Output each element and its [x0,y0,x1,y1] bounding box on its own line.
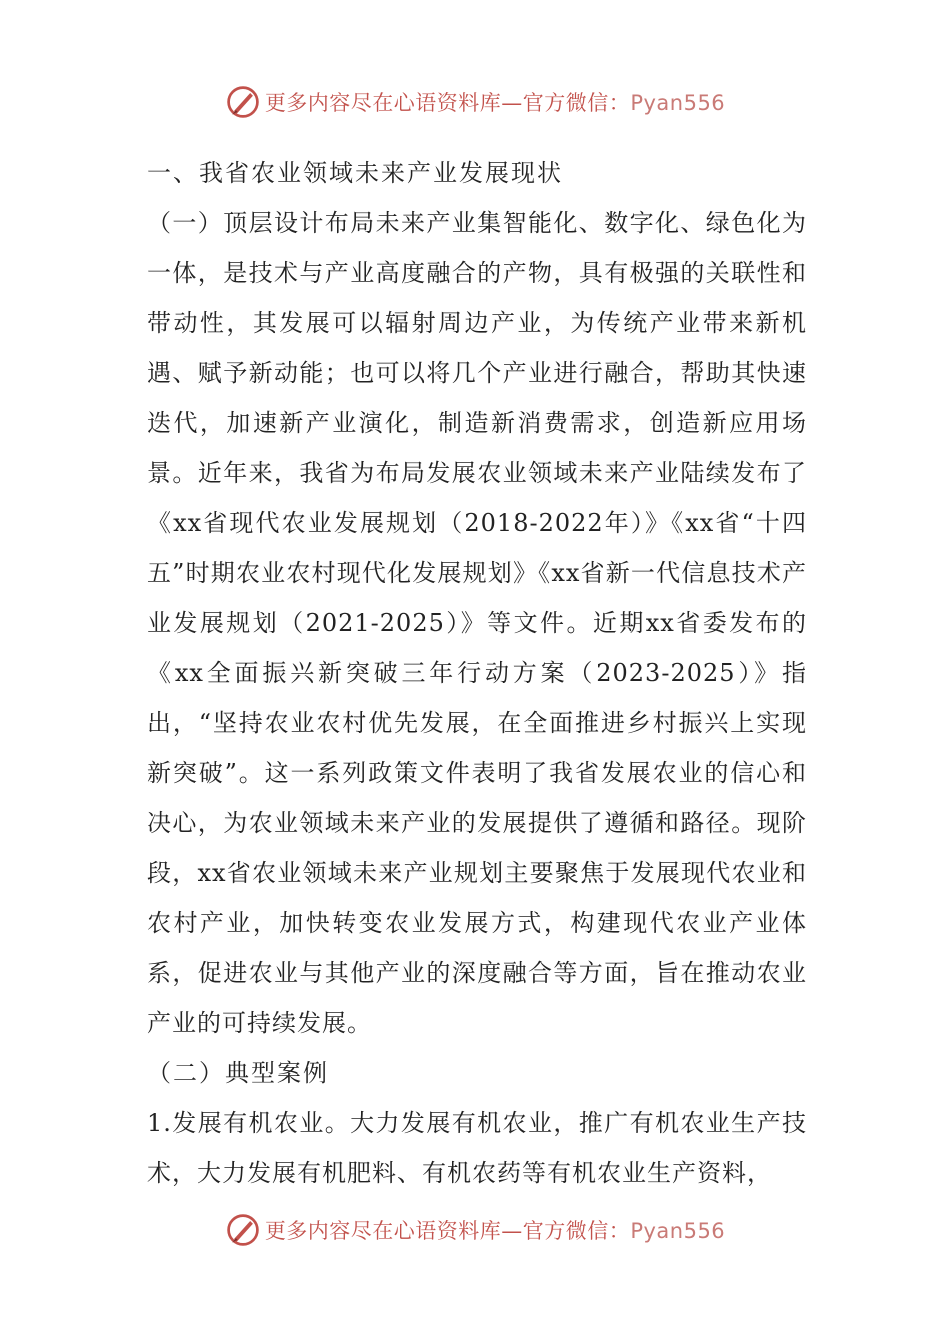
watermark-wechat-id: Pyan556 [630,91,726,115]
watermark-wechat-id: Pyan556 [630,1219,726,1243]
pen-logo-icon [225,1212,261,1248]
pen-logo-icon [225,84,261,120]
watermark-banner-top [0,80,950,124]
watermark-slogan: 更多内容尽在心语资料库—官方微信： [264,1219,631,1243]
watermark-text [265,87,725,117]
subsection-1-paragraph: （一）顶层设计布局未来产业集智能化、数字化、绿色化为一体，是技术与产业高度融合的产物，具有极强的关联性和带动性，其发展可以辐射周边产业，为传统产业带来新机遇、赋予新动能；也可以将几个产业进行融合，帮助其快速迭代，加速新产业演化，制造新消费需求，创造新应用场景。近年来，我省为布局发展农业领域未来产业陆续发布了《xx省现代农业发展规划（2018-2022年）》《xx省“十四五”时期农业农村现代化发展规划》《xx省新一代信息技术产业发展规划（2021-2025）》等文件。近期xx省委发布的《xx全面振兴新突破三年行动方案（2023-2025）》指出，“坚持农业农村优先发展，在全面推进乡村振兴上实现新突破”。这一系列政策文件表明了我省发展农业的信心和决心，为农业领域未来产业的发展提供了遵循和路径。现阶段，xx省农业领域未来产业规划主要聚焦于发展现代农业和农村产业，加快转变农业发展方式，构建现代农业产业体系，促进农业与其他产业的深度融合等方面，旨在推动农业产业的可持续发展。 [147,209,807,1037]
section-heading: 一、我省农业领域未来产业发展现状 [147,159,563,187]
document-body [147,148,807,1198]
watermark-text [265,1215,725,1245]
watermark-slogan: 更多内容尽在心语资料库—官方微信： [264,91,631,115]
subsection-2-heading: （二）典型案例 [147,1059,329,1087]
case-1-paragraph: 1.发展有机农业。大力发展有机农业，推广有机农业生产技术，大力发展有机肥料、有机农药等有机农业生产资料， [147,1109,807,1187]
watermark-banner-bottom [0,1208,950,1252]
